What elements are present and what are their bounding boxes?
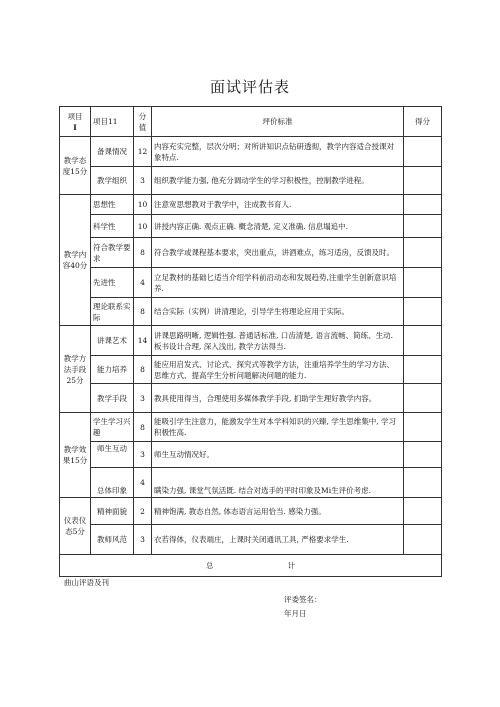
row-label: 思想性 [91,195,134,215]
row-label: 学生学习兴趣 [91,413,134,442]
table-row [60,215,442,238]
row-criteria: 符合教学或课程基本要求，突出重点，讲酒难点，练习适房，反馈及时。 [152,238,404,268]
section-name: 仪表仪态5分 [60,498,91,555]
table-row [60,384,442,413]
comment-label: 曲山评语及刊 [64,578,109,587]
row-got-field[interactable] [404,238,442,268]
row-got-field[interactable] [404,356,442,384]
table-row [60,413,442,442]
row-score: 8 [134,298,152,326]
row-criteria: 组织教学能力强, 他充分调动学生的学习积极性，控制教学进程。 [152,167,404,195]
row-got-field[interactable] [404,442,442,468]
row-label: 教师风范 [91,525,134,555]
row-criteria: 师生互动情况好。 [152,442,404,468]
signature-label: 评委签名： [284,595,322,604]
row-label: 备课情况 [91,137,134,167]
row-criteria: 内容充实完整，层次分明；对所讲知识点钻研透彻，教学内容适合授课对象特点. [152,137,404,167]
section-name: 教学效果15分 [60,413,91,498]
row-score: 3 [134,442,152,468]
row-score: 8 [134,413,152,442]
row-label: 先进性 [91,268,134,298]
page-title: 面试评估表 [209,78,290,96]
total-label-left: 总 [206,561,214,570]
row-label: 符合教学要求 [91,238,134,268]
row-criteria: 衣若得体，仪表端庄，上课时关闭通讯工具, 严格要求学生. [152,525,404,555]
table-row [60,137,442,167]
table-row [60,195,442,215]
total-cell [60,555,442,577]
table-row [60,356,442,384]
row-score: 4 [134,468,152,498]
table-row [60,442,442,468]
row-criteria: 讲课思路明晰, 逻辑性强. 普通话标准, 口齿清楚, 语言流畅、简练、生动. 板书设计合理, 深入浅出, 教学方法得当. [152,326,404,356]
signature-block [284,593,322,621]
row-got-field[interactable] [404,525,442,555]
table-row [60,167,442,195]
row-got-field[interactable] [404,215,442,238]
row-score: 12 [134,137,152,167]
row-score: 3 [134,525,152,555]
row-label: 师生互动 [91,442,134,468]
table-row [60,268,442,298]
row-got-field[interactable] [404,468,442,498]
row-criteria: 结合实际（实例）讲清理论，引导学生将理论应用于实际。 [152,298,404,326]
row-label: 讲课艺术 [91,326,134,356]
row-got-field[interactable] [404,326,442,356]
table-row [60,525,442,555]
table-row [60,468,442,498]
row-score: 2 [134,498,152,525]
row-criteria: 注意宽思想教对于教学中，注成教书育人. [152,195,404,215]
row-label: 理论联系实际 [91,298,134,326]
row-criteria: 能应用启发式、讨论式、探究式等教学方法，注重培养学生的学习方法、思维方式、提高学生分析问题解决问题的能力. [152,356,404,384]
row-score: 10 [134,215,152,238]
row-score: 14 [134,326,152,356]
date-label: 年月日 [284,609,307,618]
row-label: 精神面貌 [91,498,134,525]
header-score: 分值 [134,107,152,137]
row-criteria: 讲授内容正确. 观点正确. 概念清楚, 定义准确. 信息塌追中. [152,215,404,238]
row-label: 教学手段 [91,384,134,413]
header-got: 得分 [404,107,442,137]
total-label-right: 计 [287,561,295,570]
table-header-row [60,107,442,137]
table-row [60,298,442,326]
row-got-field[interactable] [404,268,442,298]
total-row [60,555,442,577]
section-name: 教学方法手段25分 [60,326,91,413]
row-label: 总体印象 [91,468,134,498]
section-name: 教学态度15分 [60,137,91,195]
header-item: 项目 I [60,107,91,137]
row-got-field[interactable] [404,413,442,442]
row-got-field[interactable] [404,498,442,525]
row-score: 3 [134,167,152,195]
row-score: 8 [134,356,152,384]
evaluation-table [59,106,442,577]
row-score: 8 [134,238,152,268]
table-row [60,238,442,268]
table-row [60,498,442,525]
row-criteria: 瞒染力强, 课堂气氛活既. 结合对选手的平时印象及Mi生评价考虑. [152,468,404,498]
row-criteria: 精神饱满, 教态自然, 体态语言运用恰当. 感染力强。 [152,498,404,525]
row-label: 科学性 [91,215,134,238]
row-score: 4 [134,268,152,298]
row-label: 能力培养 [91,356,134,384]
row-criteria: 能吸引学生注意力，能激发学生对本学科知识的兴臻, 学生思维集中, 学习积极性高. [152,413,404,442]
row-got-field[interactable] [404,167,442,195]
row-got-field[interactable] [404,137,442,167]
section-name: 教学内容40分 [60,195,91,326]
table-row [60,326,442,356]
row-got-field[interactable] [404,384,442,413]
row-got-field[interactable] [404,195,442,215]
row-got-field[interactable] [404,298,442,326]
header-criteria: 坪价标准 [152,107,404,137]
row-score: 3 [134,384,152,413]
row-criteria: 立足教材的基础匕适当介绍学科前沿动态和发展趋势,注重学生创新意识培养. [152,268,404,298]
row-label: 教学组织 [91,167,134,195]
header-sub: 项目11 [91,107,134,137]
row-score: 10 [134,195,152,215]
row-criteria: 教具使用得当，合理使用多媒体教学手段, 扪助学生理好教学内容。 [152,384,404,413]
